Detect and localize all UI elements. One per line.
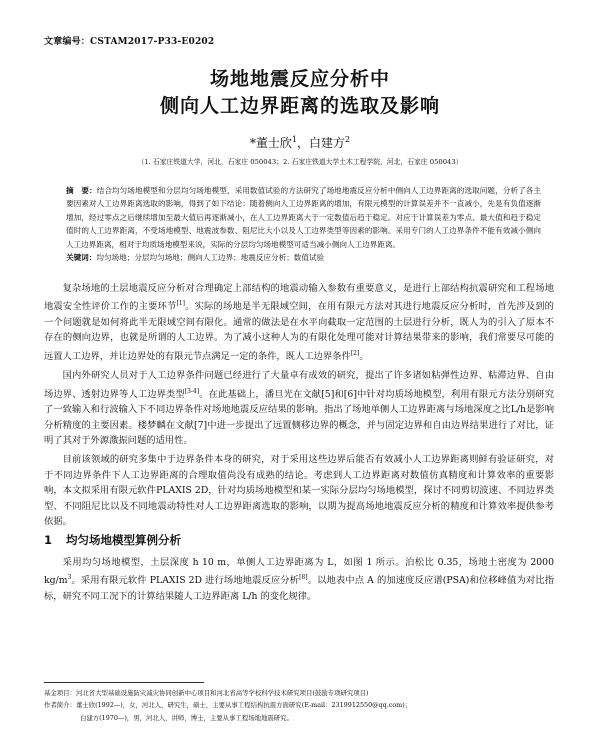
corresponding-mark: * xyxy=(249,136,256,150)
paragraph-1-end: 。 xyxy=(359,350,369,362)
author-separator: ， xyxy=(296,136,309,150)
paragraph-2-text-b: 。在此基础上，潘旦光在文献[5]和[6]中针对均质场地模型，利用有限元方法分别研究了一致输入和行波输入下不同边界条件对场地地震反应结果的影响。指出了场地单侧人工边界距离与场地深度之比L/h是影响分析精度的主要因素。楼梦麟在文献[7]中进一步提出了远置侧移边界的概念，并与固定边界和自由边界结果进行了对比，证明了其对于外源激振问题的适用性。 xyxy=(44,388,554,446)
paper-title-line-2: 侧向人工边界距离的选取及影响 xyxy=(159,95,440,117)
article-number: 文章编号：CSTAM2017-P33-E0202 xyxy=(44,37,215,47)
citation: [8] xyxy=(299,574,308,582)
paragraph-4-text-b: 。采用有限元软件 PLAXIS 2D 进行场地地震反应分析 xyxy=(71,575,300,587)
author-1-affil: 1 xyxy=(291,135,297,144)
footnote-divider xyxy=(44,682,204,683)
section-title: 均匀场地模型算例分析 xyxy=(66,533,182,548)
paragraph-2 xyxy=(44,368,554,448)
paragraph-1-text-b: 。实际的场地是半无限域空间，在用有限元方法对其进行地震反应分析时，首先涉及到的一个问题就是如何将此半无限域空间有限化。通常的做法是在水平向截取一定范围的土层进行分析，既人为的引入了原本不存在的侧向边界，也就是所谓的人工边界。为了减小这种人为的有限化处理可能对计算结果带来的影响，我们常要尽可能的远置人工边界，并让边界处的有限元节点满足一定的条件，既人工边界条件 xyxy=(44,301,554,362)
footnote-author-2: 白建方(1970—)，男，河北人，讲师，博士，主要从事工程场地地震研究。 xyxy=(80,714,293,722)
paragraph-4 xyxy=(44,555,554,604)
citation: [2] xyxy=(350,349,360,357)
paragraph-3: 目前该领域的研究多集中于边界条件本身的研究，对于采用这些边界后能否有效减小人工边界距离则鲜有验证研究，对于不同边界条件下人工边界距离的合理取值尚没有成熟的结论。考虑到人工边界距离对数值仿真精度和计算效率的重要影响，本文拟采用有限元软件PLAXIS 2D，针对均质场地模型和某一实际分层均匀场地模型，探讨不同剪切波速、不同边界类型、不同阻尼比以及不同地震动特性对人工边界距离选取的影响，以期为提高场地地震反应分析的精度和计算效率提供参考依据。 xyxy=(44,454,554,527)
superscript: 3 xyxy=(67,574,72,582)
paper-title-line-1: 场地地震反应分析中 xyxy=(209,68,390,90)
paragraph-4-text: 采用均匀场地模型，土层深度 h 10 m，单侧人工边界距离为 L，如图 1 所示。泊松比 0.35，场地土密度为 2000 kg/m xyxy=(44,556,554,587)
keywords-text: 均匀场地；分层均匀场地；侧向人工边界；地震反应分析；数值试验 xyxy=(96,253,325,263)
author-1: 董士欣 xyxy=(255,136,292,150)
paragraph-2-text: 国内外研究人员对于人工边界条件问题已经进行了大量卓有成效的研究，提出了许多诸如粘弹性边界、粘滞边界、自由场边界、透射边界等人工边界类型 xyxy=(44,370,554,400)
paragraph-4-text-c: 。以地表中点 A 的加速度反应谱(PSA)和位移峰值为对比指标，研究不同工况下的计算结果随人工边界距离 L/h 的变化规律。 xyxy=(44,575,554,602)
paragraph-1-text: 复杂场地的土层地震反应分析对合理确定上部结构的地震动输入参数有重要意义，是进行上部结构抗震研究和工程场地地震安全性评价工作的主要环节 xyxy=(44,283,554,313)
paragraph-1 xyxy=(44,281,554,364)
main-text xyxy=(44,281,554,608)
keywords-line xyxy=(66,251,541,264)
section-heading-1 xyxy=(44,533,554,548)
footnote-funding: 基金项目：河北省大型基础设施防灾减灾协同创新中心项目和河北省高等学校科学技术研究项目(鼓励专项研究项目) xyxy=(44,689,369,697)
section-number: 1 xyxy=(44,533,53,548)
affiliations: （1. 石家庄铁道大学，河北，石家庄 050043；2. 石家庄铁道大学土木工程学院，河北，石家庄 050043） xyxy=(137,158,463,166)
abstract-label: 摘 要： xyxy=(66,186,97,195)
footnote-author-1: 作者简介：董士欣(1992—)，女，河北人，研究生，硕士，主要从事工程结构抗震方面研究(E-mail：2319912550@qq.com)； xyxy=(44,701,412,709)
author-2: 白建方 xyxy=(309,136,346,150)
abstract-text: 结合均匀场地模型和分层均匀场地模型，采用数值试验的方法研究了场地地震反应分析中侧向人工边界距离的选取问题，分析了各主要因素对人工边界距离选取的影响，得到了如下结论：随着侧向人工边界距离的增加，有限元模型的计算误差并不一直减小，先是有负值逐渐增加，经过零点之后继续增加至最大值后再逐渐减小，在人工边界距离大于一定数值后趋于稳定。对应于计算误差为零点、最大值和趋于稳定值时的人工边界距离，不受场地模型、地震波参数、阻尼比大小以及人工边界类型等因素的影响。采用专门的人工边界条件不能有效减小侧向人工边界距离，相对于均质场地模型来说，实际的分层均匀场地模型可适当减小侧向人工边界距离。 xyxy=(66,186,541,249)
citation: [1] xyxy=(176,300,185,308)
abstract-block xyxy=(66,184,541,264)
citation: [3-4] xyxy=(184,387,200,395)
author-2-affil: 2 xyxy=(345,135,351,144)
keywords-label: 关键词： xyxy=(66,253,97,263)
author-list xyxy=(0,134,600,151)
